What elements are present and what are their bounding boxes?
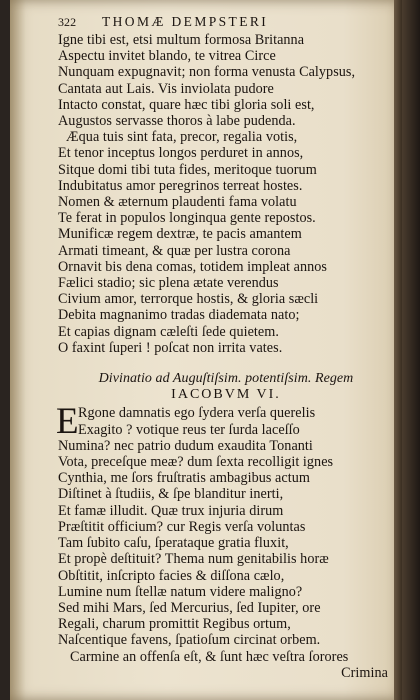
verse-line: O faxint ſuperi ! poſcat non irrita vates.	[58, 339, 283, 356]
verse-line: Ornavit bis dena comas, totidem impleat annos	[58, 258, 327, 275]
verse-line: Cantata aut Lais. Vis inviolata pudore	[58, 80, 274, 97]
verse-line: Regali, charum promittit Regibus ortum,	[58, 616, 291, 633]
verse-line: Augustos servasse thoros à labe pudenda.	[58, 113, 296, 130]
running-head	[58, 14, 394, 32]
poem-opening	[56, 401, 394, 443]
verse-line: Nomen & æternum plaudenti fama volatu	[58, 194, 297, 211]
verse-line: Igne tibi est, etsi multum formosa Britanna	[58, 32, 305, 48]
verse-line: Carmine an offenſa eſt, & ſunt hæc veſtra ſorores	[70, 648, 349, 665]
drop-cap: E	[56, 401, 79, 443]
verse-line: Fælici stadio; sic plena ætate verendus	[58, 275, 279, 292]
section-heading: Divinatio ad Auguſtiſsim. potentiſsim. Regem	[98, 371, 354, 387]
section-heading-name: IACOBVM VI.	[171, 387, 281, 403]
verse-line: Rgone damnatis ego ſydera verſa querelis	[78, 405, 316, 422]
verse-line: Et capias dignam cæleſti ſede quietem.	[58, 323, 279, 340]
verse-line: Naſcentique favens, ſpatioſum circinat orbem.	[58, 632, 321, 649]
verse-line: Vota, preceſque meæ? dum ſexta recolligit ignes	[58, 454, 334, 471]
poem-body	[58, 438, 394, 665]
verse-line: Numina? nec patrio dudum exaudita Tonanti	[58, 437, 313, 454]
book-edge	[402, 0, 420, 700]
verse-line: Tam ſubito caſu, ſperataque gratia fluxit,	[58, 535, 289, 552]
verse-line: Armati timeant, & quæ per lustra corona	[58, 242, 291, 259]
page-gutter-shadow	[394, 0, 402, 700]
verse-line: Diſtinet à ſtudiis, & ſpe blanditur inerti,	[58, 486, 284, 503]
poem-continuation	[58, 32, 394, 356]
verse-line: Sed mihi Mars, ſed Mercurius, ſed Iupiter, ore	[58, 599, 321, 616]
verse-line: Exagito ? votique reus ter ſurda laceſſo	[78, 421, 300, 438]
verse-line: Æqua tuis sint fata, precor, regalia votis,	[66, 129, 298, 146]
verse-line: Cynthia, me ſors fruſtratis ambagibus actum	[58, 470, 310, 487]
verse-line: Obſtitit, inſcripto facies & diſſona cælo,	[58, 567, 285, 584]
verse-line: Sitque domi tibi tuta fides, meritoque tuorum	[58, 161, 317, 178]
catchword: Crimina	[341, 664, 388, 681]
verse-line: Debita magnanimo tradas diademata nato;	[58, 307, 300, 324]
verse-line: Et tenor inceptus longos perduret in annos,	[58, 145, 304, 162]
verse-line: Nunquam expugnavit; non forma venusta Calypsus,	[58, 64, 356, 81]
page-text-block	[58, 14, 394, 681]
verse-line: Indubitatus amor peregrinos terreat hostes.	[58, 177, 303, 194]
page-number: 322	[58, 15, 77, 29]
running-title: THOMÆ DEMPSTERI	[102, 14, 269, 29]
book-page	[10, 0, 402, 700]
verse-line: Intacto constat, quare hæc tibi gloria soli est,	[58, 96, 315, 113]
verse-line: Munificæ regem dextræ, te pacis amantem	[58, 226, 302, 243]
verse-line: Et propè deſtituit? Thema num genitabilis horæ	[58, 551, 329, 568]
verse-line: Civium amor, terrorque hostis, & gloria sæcli	[58, 291, 319, 308]
verse-line: Aspectu invitet blando, te vitrea Circe	[58, 48, 276, 65]
verse-line: Te ferat in populos longinqua gente repostos.	[58, 210, 316, 227]
verse-line: Et famæ illudit. Quæ trux injuria dirum	[58, 502, 284, 519]
verse-line: Præſtitit officium? cur Regis verſa voluntas	[58, 518, 306, 535]
verse-line: Lumine num ſtellæ natum videre maligno?	[58, 583, 303, 600]
